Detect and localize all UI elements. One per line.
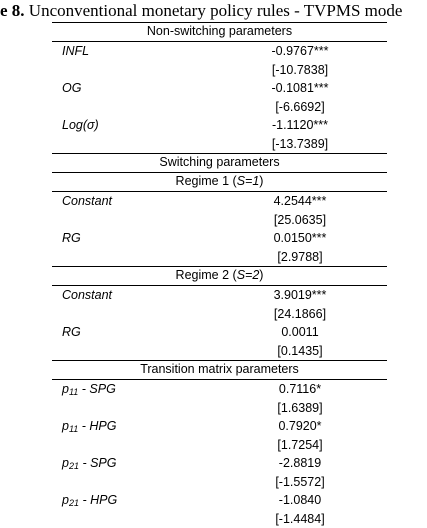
section-regime-2: Regime 2 (S=2) [52,266,387,286]
param-coef: -1.0840 [230,491,370,510]
table-row [0,98,427,117]
param-tstat: [1.7254] [230,436,370,455]
table-row [0,342,427,361]
table-row [0,436,427,455]
param-name: Constant [62,286,112,305]
table-row [0,473,427,492]
table-row [0,79,427,98]
param-coef: -0.1081*** [230,79,370,98]
param-name: Log(σ) [62,116,99,135]
param-name: $p_{11}$ - SPG [62,380,116,399]
param-tstat: [-6.6692] [230,98,370,117]
param-name: $p_{21}$ - SPG [62,454,116,473]
param-coef: 4.2544*** [230,192,370,211]
param-tstat: [0.1435] [230,342,370,361]
table-row [0,510,427,528]
table-row [0,192,427,211]
table-row [0,417,427,436]
param-name: RG [62,323,81,342]
table-row [0,305,427,324]
table-number: e 8. [0,1,25,20]
param-coef: -1.1120*** [230,116,370,135]
param-name: Constant [62,192,112,211]
results-table [0,22,427,528]
param-name: $p_{21}$ - HPG [62,491,117,510]
table-row [0,248,427,267]
param-tstat: [-13.7389] [230,135,370,154]
table-row [0,380,427,399]
param-coef: 3.9019*** [230,286,370,305]
table-row [0,229,427,248]
table-row [0,399,427,418]
param-coef: -2.8819 [230,454,370,473]
section-switching: Switching parameters [52,154,387,173]
section-non-switching: Non-switching parameters [52,22,387,42]
param-coef: 0.0150*** [230,229,370,248]
param-tstat: [25.0635] [230,211,370,230]
param-name: RG [62,229,81,248]
table-row [0,135,427,154]
table-title: Unconventional monetary policy rules - TVPMS mode [25,1,403,20]
param-tstat: [-1.5572] [230,473,370,492]
param-tstat: [1.6389] [230,399,370,418]
param-coef: 0.7920* [230,417,370,436]
param-tstat: [2.9788] [230,248,370,267]
table-row [0,61,427,80]
param-tstat: [24.1866] [230,305,370,324]
param-coef: 0.7116* [230,380,370,399]
section-transition: Transition matrix parameters [52,360,387,380]
table-row [0,116,427,135]
table-row [0,454,427,473]
table-row [0,211,427,230]
table-row [0,42,427,61]
table-row [0,286,427,305]
param-coef: 0.0011 [230,323,370,342]
param-name: OG [62,79,81,98]
table-row [0,491,427,510]
param-tstat: [-10.7838] [230,61,370,80]
param-name: $p_{11}$ - HPG [62,417,117,436]
table-caption [0,1,427,21]
param-tstat: [-1.4484] [230,510,370,528]
param-name: INFL [62,42,89,61]
section-regime-1: Regime 1 (S=1) [52,173,387,192]
param-coef: -0.9767*** [230,42,370,61]
table-row [0,323,427,342]
